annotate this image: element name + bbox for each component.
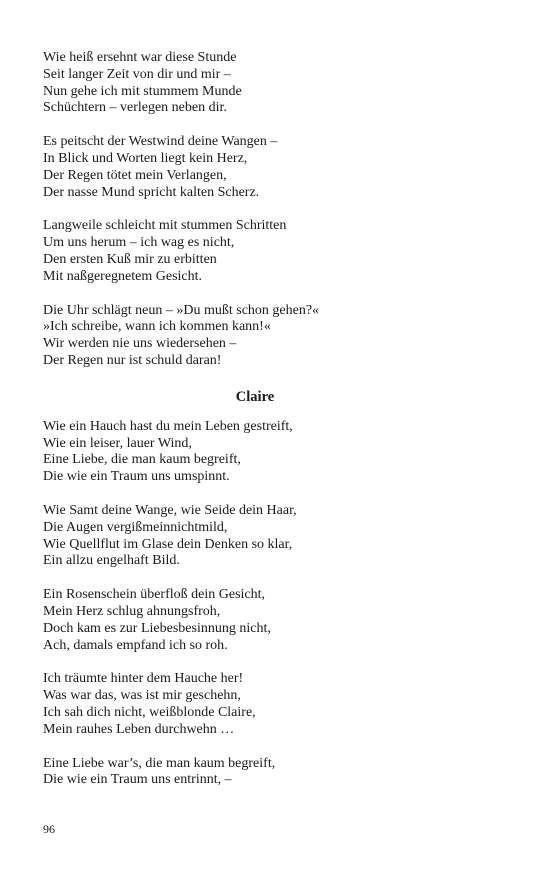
poem-1	[43, 50, 513, 370]
verse-line: Was war das, was ist mir geschehn,	[43, 688, 241, 704]
verse-line: Wie heiß ersehnt war diese Stunde	[43, 50, 237, 65]
stanza	[43, 503, 513, 570]
stanza	[43, 756, 513, 790]
stanza	[43, 50, 513, 117]
verse-line: Die wie ein Traum uns umspinnt.	[43, 469, 230, 485]
verse-line: Die wie ein Traum uns entrinnt, –	[43, 772, 232, 788]
verse-line: Der Regen nur ist schuld daran!	[43, 352, 222, 368]
verse-line: Nun gehe ich mit stummem Munde	[43, 83, 242, 99]
verse-line: Ich sah dich nicht, weißblonde Claire,	[43, 704, 256, 720]
verse-line: Langweile schleicht mit stummen Schritten	[43, 218, 287, 234]
verse-line: Mein Herz schlug ahnungsfroh,	[43, 603, 221, 619]
verse-line: Mit naßgeregnetem Gesicht.	[43, 268, 203, 284]
poem-title: Claire	[235, 388, 275, 405]
verse-line: Der nasse Mund spricht kalten Scherz.	[43, 184, 260, 200]
verse-line: Es peitscht der Westwind deine Wangen –	[43, 134, 278, 150]
stanza	[43, 218, 513, 285]
verse-line: Der Regen tötet mein Verlangen,	[43, 167, 227, 183]
verse-line: Mein rauhes Leben durchwehn …	[43, 721, 235, 737]
text-block	[43, 50, 513, 806]
verse-line: Wie ein Hauch hast du mein Leben gestreift,	[43, 418, 293, 434]
stanza	[43, 303, 513, 370]
verse-line: Um uns herum – ich wag es nicht,	[43, 235, 235, 251]
stanza	[43, 419, 513, 486]
stanza	[43, 134, 513, 201]
verse-line: Doch kam es zur Liebesbesinnung nicht,	[43, 620, 271, 636]
verse-line: Wir werden nie uns wiedersehen –	[43, 336, 237, 352]
poem-2	[43, 419, 513, 789]
verse-line: Die Augen vergißmeinnichtmild,	[43, 519, 228, 535]
verse-line: Seit langer Zeit von dir und mir –	[43, 66, 231, 82]
verse-line: Ich träumte hinter dem Hauche her!	[43, 671, 244, 687]
verse-line: Eine Liebe, die man kaum begreift,	[43, 452, 241, 468]
stanza	[43, 671, 513, 738]
verse-line: In Blick und Worten liegt kein Herz,	[43, 150, 248, 166]
verse-line: Wie ein leiser, lauer Wind,	[43, 435, 192, 451]
stanza	[43, 587, 513, 654]
verse-line: Eine Liebe war’s, die man kaum begreift,	[43, 755, 276, 771]
verse-line: Wie Samt deine Wange, wie Seide dein Haar,	[43, 502, 297, 518]
verse-line: Ein allzu engelhaft Bild.	[43, 553, 180, 569]
verse-line: Die Uhr schlägt neun – »Du mußt schon gehen?«	[43, 302, 320, 318]
verse-line: »Ich schreibe, wann ich kommen kann!«	[43, 319, 271, 335]
verse-line: Ach, damals empfand ich so roh.	[43, 637, 228, 653]
verse-line: Wie Quellflut im Glase dein Denken so klar,	[43, 536, 293, 552]
verse-line: Den ersten Kuß mir zu erbitten	[43, 251, 217, 267]
verse-line: Schüchtern – verlegen neben dir.	[43, 100, 227, 116]
page-number: 96	[43, 822, 55, 836]
verse-line: Ein Rosenschein überfloß dein Gesicht,	[43, 587, 266, 603]
